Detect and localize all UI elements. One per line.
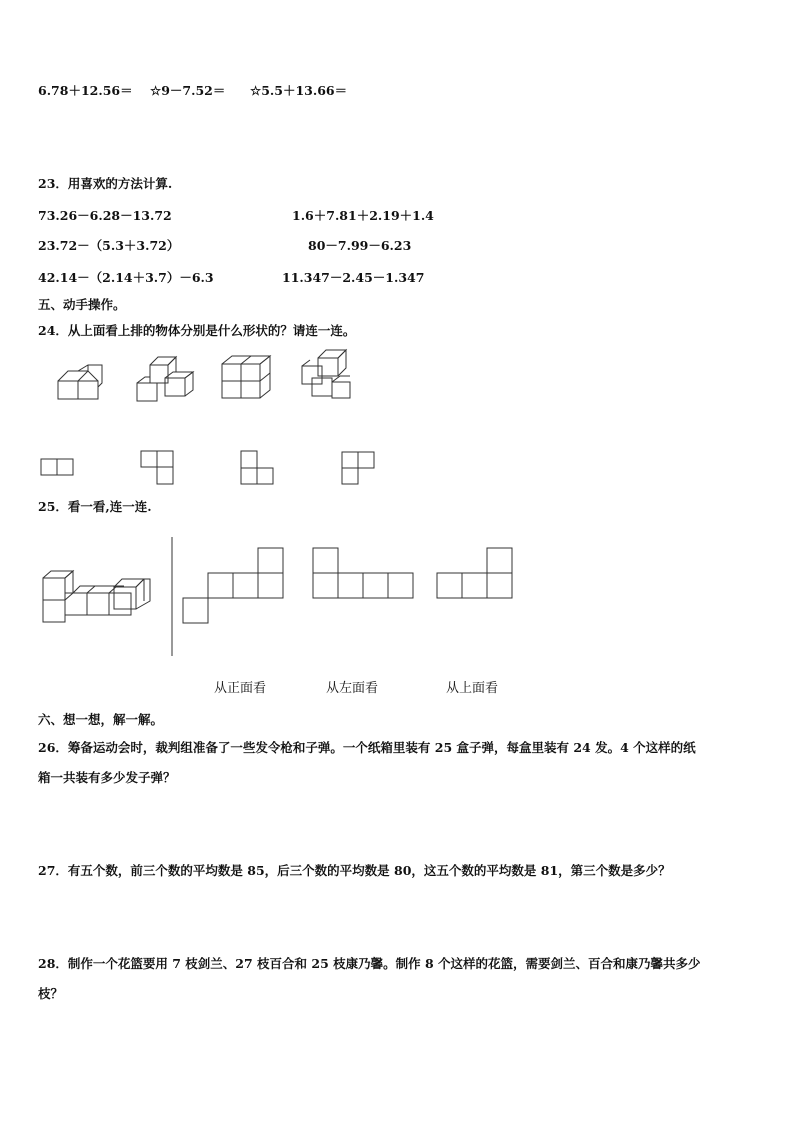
calc-item-2: ☆9－7.52＝ [150, 83, 226, 98]
q25-label-front: 从正面看 [214, 681, 267, 696]
q23-expr-3b: 11.347－2.45－1.347 [282, 270, 425, 285]
q25-label-top: 从上面看 [446, 681, 499, 696]
q25-view-c [437, 548, 512, 598]
q28-line-2: 枝？ [38, 986, 64, 1001]
section-5-heading: 五、动手操作。 [38, 297, 126, 312]
q23-expr-3a: 42.14－（2.14＋3.7）－6.3 [38, 270, 214, 285]
q25-object [43, 571, 150, 622]
q24-title: 24．从上面看上排的物体分别是什么形状的？请连一连。 [38, 323, 356, 338]
q25-title: 25．看一看,连一连. [38, 499, 152, 514]
calc-item-1: 6.78＋12.56＝ [38, 83, 133, 98]
q27-line-1: 27．有五个数，前三个数的平均数是 85，后三个数的平均数是 80，这五个数的平均数是 81，第三个数是多少？ [38, 863, 671, 878]
q25-view-b [313, 548, 413, 598]
q25-label-left: 从左面看 [326, 681, 379, 696]
section-6-heading: 六、想一想，解一解。 [38, 712, 164, 727]
q23-title: 23．用喜欢的方法计算. [38, 176, 173, 191]
q25-view-a [183, 548, 283, 623]
q23-expr-2a: 23.72－（5.3＋3.72） [38, 238, 180, 253]
q26-line-1: 26．筹备运动会时，裁判组准备了一些发令枪和子弹。一个纸箱里装有 25 盒子弹，每盒里装有 24 发。4 个这样的纸 [38, 740, 696, 755]
q23-expr-1a: 73.26－6.28－13.72 [38, 208, 172, 223]
calc-item-3: ☆5.5＋13.66＝ [250, 83, 348, 98]
q26-line-2: 箱一共装有多少发子弹？ [38, 770, 176, 785]
q23-expr-1b: 1.6＋7.81＋2.19＋1.4 [292, 208, 434, 223]
q28-line-1: 28．制作一个花篮要用 7 枝剑兰、27 枝百合和 25 枝康乃馨。制作 8 个这样的花篮，需要剑兰、百合和康乃馨共多少 [38, 956, 701, 971]
q23-expr-2b: 80－7.99－6.23 [308, 238, 412, 253]
